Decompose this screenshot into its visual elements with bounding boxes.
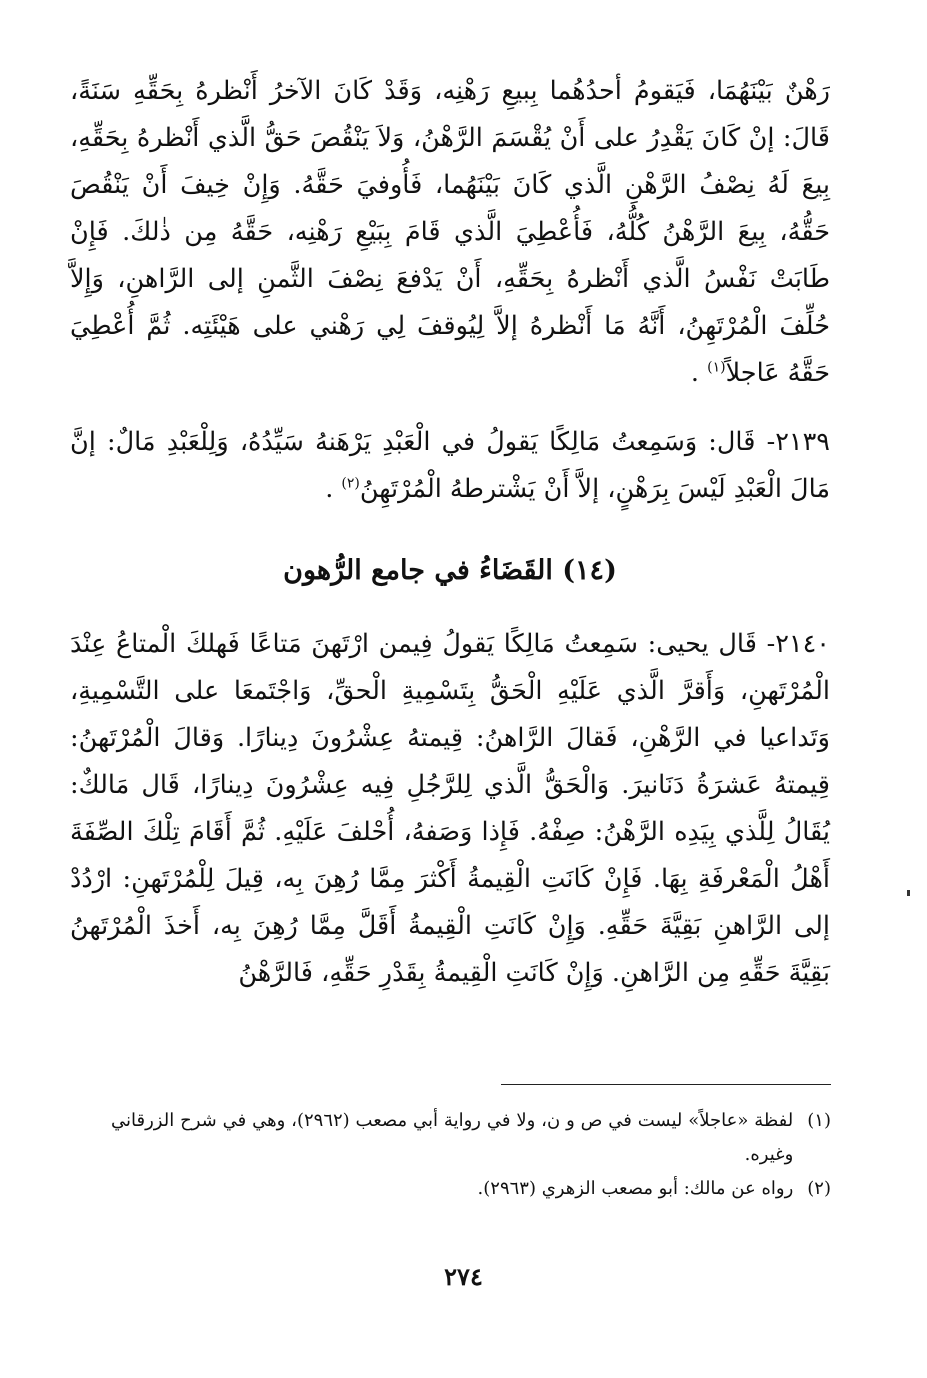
paragraph-continuation: [70, 68, 830, 397]
footnotes: [111, 1104, 831, 1206]
paragraph-end: .: [690, 358, 708, 388]
paragraph-2140: ٢١٤٠- قَال يحيى: سَمِعتُ مَالِكًا يَقولُ فِيمن ارْتَهنَ مَتاعًا فَهلكَ الْمتاعُ عِنْدَ الْمُرْتَهنِ، وَأَقرَّ الَّذي عَلَيْهِ الْحَقُّ بِتَسْمِيةِ الْحقِّ، وَاجْتَمعَا على التَّسْمِيةِ، وَتَداعيا في الرَّهْنِ، فَقالَ الرَّاهنُ: قِيمتهُ عِشْرُونَ دِينارًا. وَقالَ الْمُرْتَهنُ: قِيمتهُ عَشرَةُ دَنَانيرَ. وَالْحَقُّ الَّذي لِلرَّجُلِ فِيه عِشْرُونَ دِينارًا، قَال مَالكٌ: يُقَالُ لِلَّذي بِيَدِه الرَّهْنُ: صِفْهُ. فَإِذا وَصَفهُ، أُحْلفَ عَلَيْهِ. ثُمَّ أَقَامَ تِلْكَ الصِّفَةَ أَهْلُ الْمَعْرفَةِ بِهَا. فَإِنْ كَانَتِ الْقِيمةُ أَكْثرَ مِمَّا رُهِنَ بِه، قِيلَ لِلْمُرْتَهنِ: ارْدُدْ إلى الرَّاهنِ بَقِيَّةَ حَقِّهِ. وَإِنْ كَانَتِ الْقِيمةُ أَقَلَّ مِمَّا رُهِنَ بِه، أَخذَ الْمُرْتَهنُ بَقِيَّةَ حَقِّهِ مِن الرَّاهنِ. وَإِنْ كَانَتِ الْقِيمةُ بِقَدْرِ حَقِّهِ، فَالرَّهْنُ: [70, 629, 830, 988]
paragraph-2139: [70, 419, 830, 513]
footnote-text: لفظة «عاجلاً» ليست في ص و ن، ولا في رواية أبي مصعب (٢٩٦٢)، وهي في شرح الزرقاني وغيره.: [111, 1110, 794, 1165]
footnote-2: [111, 1172, 831, 1206]
footnote-ref-2: (٢): [341, 475, 360, 492]
paragraph-end: .: [325, 474, 342, 504]
scan-edge-mark: [907, 890, 910, 896]
section-heading: (١٤) القَضَاءُ في جامع الرُّهون: [283, 555, 617, 586]
paragraph-text: رَهْنٌ بَيْنَهُمَا، فَيَقومُ أحدُهُما بِبيعِ رَهْنِه، وَقَدْ كَانَ الآخرُ أَنْظرهُ بِحَقِّهِ سَنَةً، قَالَ: إنْ كَانَ يَقْدِرُ على أَنْ يُقْسَمَ الرَّهْنُ، وَلاَ يَنْقُصَ حَقُّ الَّذي أَنْظرهُ بِحَقِّهِ، بِيعَ لَهُ نِصْفُ الرَّهْنِ الَّذي كَانَ بَيْنَهُما، فَأُوفيَ حَقَّهُ. وَإِنْ خِيفَ أَنْ يَنْقُصَ حَقُّهُ، بِيعَ الرَّهْنُ كُلُّهُ، فَأُعْطِيَ الَّذي قَامَ بِبَيْعِ رَهْنِه، حَقَّهُ مِن ذٰلكَ. فَإِنْ طَابَتْ نَفْسُ الَّذي أَنْظرهُ بِحَقِّهِ، أَنْ يَدْفعَ نِصْفَ الثَّمنِ إلى الرَّاهنِ، وَإِلاَّ حُلِّفَ الْمُرْتَهِنُ، أَنَّهُ مَا أَنْظرهُ إلاَّ لِيُوقفَ لِي رَهْني على هَيْئَتِه. ثُمَّ أُعْطِيَ حَقَّهُ عَاجلاً: [70, 76, 830, 388]
footnote-number: (٢): [807, 1178, 831, 1199]
page-number: ٢٧٤: [444, 1262, 483, 1291]
footnote-number: (١): [807, 1110, 831, 1131]
footnote-text: رواه عن مالك: أبو مصعب الزهري (٢٩٦٣).: [477, 1178, 794, 1199]
page-body: [70, 68, 830, 997]
footnote-divider: [501, 1084, 831, 1085]
footnote-1: [111, 1104, 831, 1172]
paragraph-text: ٢١٣٩- قَال: وَسَمِعتُ مَالِكًا يَقولُ في الْعَبْدِ يَرْهَنهُ سَيِّدُهُ، وَلِلْعَبْدِ مَالٌ: إنَّ مَالَ الْعَبْدِ لَيْسَ بِرَهْنٍ، إلاَّ أَنْ يَشْترطهُ الْمُرْتَهِنُ: [70, 427, 830, 504]
footnote-ref-1: (١): [707, 359, 726, 376]
